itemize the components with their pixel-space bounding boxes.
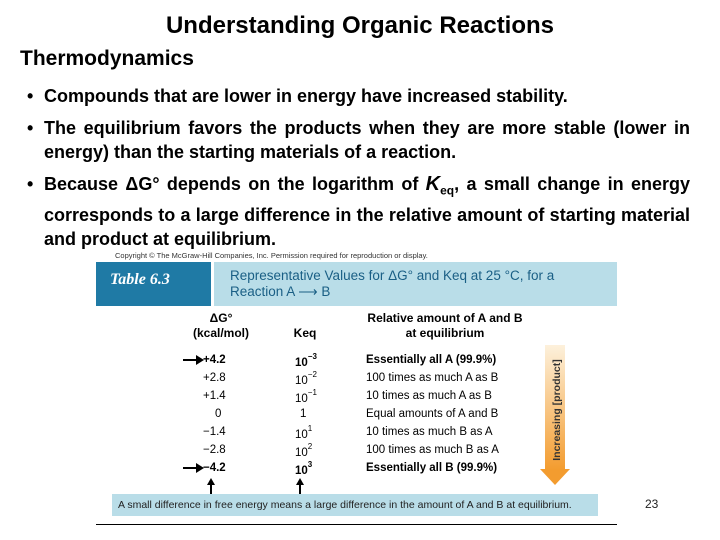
column-header-keq: Keq — [293, 326, 317, 340]
relative-amount-cell: Essentially all A (99.9%) — [366, 354, 497, 366]
relative-amount-cell: Essentially all B (99.9%) — [366, 462, 498, 474]
relative-amount-cell: 10 times as much A as B — [366, 390, 492, 402]
table-caption-line-2: Reaction A ⟶ B — [230, 284, 331, 299]
arrow-down-icon — [540, 469, 570, 485]
keq-cell — [295, 444, 312, 459]
keq-exponent: −3 — [307, 352, 317, 361]
bullet-3-text-end: , a small change in energy corresponds to a large difference in the relative amount of starting material and product at equilibrium. — [44, 174, 690, 249]
bullet-3-text-mid: depends on the logarithm of — [159, 174, 426, 194]
keq-base: 10 — [295, 464, 308, 477]
bullet-item-2: • The equilibrium favors the products when they are more stable (lower in energy) than the starting materials of a reaction. — [30, 116, 690, 164]
keq-base: 10 — [295, 374, 308, 387]
arrow-right-icon — [196, 463, 204, 473]
relative-amount-cell: 10 times as much B as A — [366, 426, 493, 438]
table-footer-text: A small difference in free energy means a large difference in the amount of A and B at equilibrium. — [118, 499, 572, 511]
delta-g-cell: −2.8 — [203, 444, 226, 456]
table-row — [0, 444, 720, 462]
slide-subtitle: Thermodynamics — [20, 47, 194, 70]
keq-cell — [295, 354, 317, 369]
bullet-list — [30, 84, 690, 259]
delta-g-symbol: ΔG° — [125, 174, 160, 194]
keq-symbol: K — [425, 173, 441, 195]
keq-cell — [295, 372, 317, 387]
keq-cell — [295, 426, 312, 441]
keq-subscript: eq — [440, 183, 455, 198]
delta-g-cell: +4.2 — [203, 354, 226, 366]
keq-exponent: 3 — [307, 460, 313, 469]
delta-g-cell: +2.8 — [203, 372, 226, 384]
table-row — [0, 408, 720, 426]
bullet-3-text-start: Because — [44, 174, 126, 194]
table-row — [0, 426, 720, 444]
keq-base: 10 — [295, 446, 308, 459]
table-row — [0, 462, 720, 480]
keq-base: 10 — [295, 392, 308, 405]
keq-exponent: 2 — [307, 442, 313, 451]
bullet-item-1: • Compounds that are lower in energy have increased stability. — [30, 84, 690, 108]
table-bottom-rule — [96, 524, 617, 525]
relative-amount-cell: Equal amounts of A and B — [366, 408, 499, 420]
column-header-delta-g-line-1: ΔG° — [209, 311, 233, 325]
keq-exponent: 1 — [307, 424, 313, 433]
table-row — [0, 372, 720, 390]
keq-cell — [295, 390, 317, 405]
delta-g-cell: −1.4 — [203, 426, 226, 438]
bullet-item-3 — [30, 172, 690, 251]
increasing-product-label: Increasing [product] — [551, 359, 563, 461]
arrow-right-icon — [196, 355, 204, 365]
relative-amount-cell: 100 times as much A as B — [366, 372, 499, 384]
column-header-relative-line-2: at equilibrium — [405, 326, 485, 340]
keq-cell — [300, 408, 306, 420]
arrow-up-shaft — [210, 484, 212, 494]
copyright-notice: Copyright © The McGraw-Hill Companies, Inc. Permission required for reproduction or display. — [115, 251, 428, 260]
page-number: 23 — [645, 497, 659, 511]
keq-base: 1 — [300, 408, 307, 420]
keq-exponent: −1 — [307, 388, 317, 397]
slide-title: Understanding Organic Reactions — [165, 12, 555, 39]
delta-g-cell: 0 — [215, 408, 222, 420]
table-caption — [230, 268, 554, 300]
keq-cell — [295, 462, 312, 477]
relative-amount-cell: 100 times as much B as A — [366, 444, 499, 456]
delta-g-cell: +1.4 — [203, 390, 226, 402]
column-header-delta-g-line-2: (kcal/mol) — [192, 326, 249, 340]
column-header-delta-g — [186, 311, 256, 341]
keq-exponent: −2 — [307, 370, 317, 379]
column-header-relative-line-1: Relative amount of A and B — [367, 311, 523, 325]
table-number-box — [96, 262, 214, 306]
keq-base: 10 — [295, 356, 308, 369]
table-row — [0, 390, 720, 408]
table-caption-line-1: Representative Values for ΔG° and Keq at 25 °C, for a — [230, 268, 555, 283]
delta-g-cell: −4.2 — [203, 462, 226, 474]
table-number: Table 6.3 — [110, 271, 170, 288]
arrow-up-shaft — [299, 484, 301, 494]
table-row — [0, 354, 720, 372]
arrow-shaft — [183, 359, 197, 361]
column-header-relative-amount — [350, 311, 540, 341]
keq-base: 10 — [295, 428, 308, 441]
arrow-shaft — [183, 467, 197, 469]
